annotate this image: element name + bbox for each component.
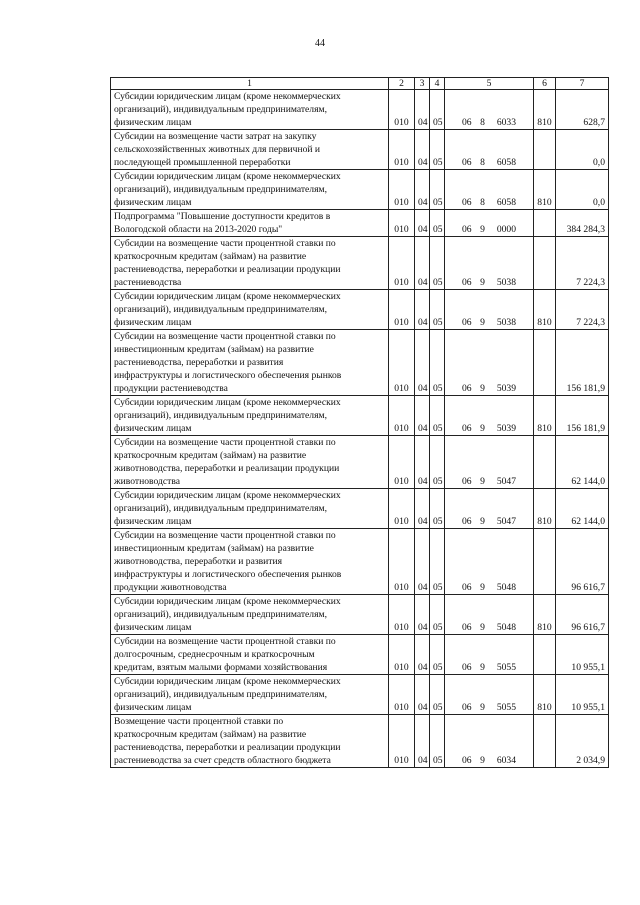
target-article-code — [445, 90, 534, 130]
ministry-code: 010 — [389, 237, 415, 290]
table-row — [111, 396, 609, 436]
target-article-code — [445, 715, 534, 768]
expense-type-code: 810 — [534, 90, 556, 130]
target-article-part: 6034 — [496, 755, 516, 766]
ministry-code: 010 — [389, 290, 415, 330]
row-name-line: физическим лицам — [114, 423, 192, 434]
row-name-line: растениеводства, переработки и реализации продукции — [114, 742, 341, 753]
table-row — [111, 210, 609, 237]
row-name-line: Субсидии на возмещение части процентной ставки по — [114, 238, 336, 249]
expense-type-code: 810 — [534, 489, 556, 529]
target-article-code — [445, 210, 534, 237]
target-article-part: 9 — [480, 277, 485, 288]
ministry-code: 010 — [389, 436, 415, 489]
row-name — [111, 635, 389, 675]
section-code: 04 — [415, 715, 430, 768]
row-name-line: животноводства, переработки и развития — [114, 556, 283, 567]
row-name-line: долгосрочным, среднесрочным и краткосрочным — [114, 649, 315, 660]
row-name-line: Подпрограмма "Повышение доступности кредитов в — [114, 211, 331, 222]
row-name — [111, 170, 389, 210]
amount: 156 181,9 — [556, 330, 609, 396]
row-name-line: сельскохозяйственных животных для первичной и — [114, 144, 321, 155]
amount: 628,7 — [556, 90, 609, 130]
target-article-code — [445, 489, 534, 529]
row-name-line: Субсидии юридическим лицам (кроме некоммерческих — [114, 171, 341, 182]
target-article-part: 06 — [462, 383, 472, 394]
row-name-line: растениеводства, переработки и реализации продукции — [114, 264, 341, 275]
row-name-line: кредитам, взятым малыми формами хозяйствования — [114, 662, 328, 673]
amount: 62 144,0 — [556, 436, 609, 489]
row-name-line: краткосрочным кредитам (займам) на развитие — [114, 251, 307, 262]
row-name-line: животноводства, переработки и реализации продукции — [114, 463, 340, 474]
row-name-line: Вологодской области на 2013-2020 годы" — [114, 224, 283, 235]
section-code: 04 — [415, 330, 430, 396]
target-article-part: 0000 — [496, 224, 516, 235]
header-cell: 7 — [556, 78, 609, 90]
target-article-part: 9 — [480, 622, 485, 633]
subsection-code: 05 — [430, 529, 445, 595]
amount: 156 181,9 — [556, 396, 609, 436]
row-name-line: Субсидии юридическим лицам (кроме некоммерческих — [114, 397, 341, 408]
table-row — [111, 170, 609, 210]
row-name — [111, 210, 389, 237]
expense-type-code — [534, 237, 556, 290]
ministry-code: 010 — [389, 130, 415, 170]
target-article-part: 8 — [480, 197, 485, 208]
section-code: 04 — [415, 210, 430, 237]
target-article-code — [445, 529, 534, 595]
row-name-line: Возмещение части процентной ставки по — [114, 716, 284, 727]
row-name-line: краткосрочным кредитам (займам) на развитие — [114, 450, 307, 461]
target-article-part: 06 — [462, 755, 472, 766]
section-code: 04 — [415, 635, 430, 675]
expense-type-code: 810 — [534, 595, 556, 635]
target-article-part: 9 — [480, 423, 485, 434]
target-article-code — [445, 436, 534, 489]
expense-type-code — [534, 715, 556, 768]
row-name — [111, 396, 389, 436]
target-article-part: 06 — [462, 662, 472, 673]
row-name — [111, 130, 389, 170]
target-article-part: 8 — [480, 117, 485, 128]
expense-type-code: 810 — [534, 675, 556, 715]
expense-type-code: 810 — [534, 396, 556, 436]
target-article-part: 5039 — [496, 423, 516, 434]
row-name — [111, 237, 389, 290]
target-article-part: 5038 — [496, 277, 516, 288]
table-row — [111, 130, 609, 170]
target-article-part: 9 — [480, 224, 485, 235]
amount: 384 284,3 — [556, 210, 609, 237]
row-name-line: Субсидии на возмещение части процентной ставки по — [114, 331, 336, 342]
target-article-code — [445, 635, 534, 675]
header-cell: 1 — [111, 78, 389, 90]
ministry-code: 010 — [389, 489, 415, 529]
row-name-line: растениеводства, переработки и развития — [114, 357, 284, 368]
target-article-part: 06 — [462, 622, 472, 633]
section-code: 04 — [415, 170, 430, 210]
row-name — [111, 529, 389, 595]
table-row — [111, 436, 609, 489]
amount: 0,0 — [556, 170, 609, 210]
section-code: 04 — [415, 90, 430, 130]
row-name-line: физическим лицам — [114, 197, 192, 208]
row-name-line: растениеводства — [114, 277, 182, 288]
target-article-part: 06 — [462, 423, 472, 434]
subsection-code: 05 — [430, 170, 445, 210]
page-number: 44 — [315, 38, 325, 49]
target-article-part: 5038 — [496, 317, 516, 328]
target-article-part: 5047 — [496, 516, 516, 527]
expense-type-code — [534, 330, 556, 396]
amount: 96 616,7 — [556, 529, 609, 595]
target-article-part: 5055 — [496, 662, 516, 673]
subsection-code: 05 — [430, 715, 445, 768]
row-name-line: продукции животноводства — [114, 582, 227, 593]
amount: 2 034,9 — [556, 715, 609, 768]
expense-type-code: 810 — [534, 170, 556, 210]
target-article-part: 06 — [462, 476, 472, 487]
row-name — [111, 595, 389, 635]
row-name-line: Субсидии юридическим лицам (кроме некоммерческих — [114, 676, 341, 687]
budget-table — [110, 77, 609, 768]
amount: 10 955,1 — [556, 675, 609, 715]
ministry-code: 010 — [389, 396, 415, 436]
target-article-part: 06 — [462, 317, 472, 328]
ministry-code: 010 — [389, 90, 415, 130]
expense-type-code — [534, 635, 556, 675]
target-article-code — [445, 170, 534, 210]
header-cell: 6 — [534, 78, 556, 90]
ministry-code: 010 — [389, 595, 415, 635]
header-cell: 3 — [415, 78, 430, 90]
row-name — [111, 675, 389, 715]
row-name-line: растениеводства за счет средств областного бюджета — [114, 755, 331, 766]
target-article-part: 06 — [462, 117, 472, 128]
row-name-line: организаций), индивидуальным предпринимателям, — [114, 104, 327, 115]
row-name-line: организаций), индивидуальным предпринимателям, — [114, 410, 327, 421]
target-article-part: 9 — [480, 582, 485, 593]
target-article-part: 9 — [480, 755, 485, 766]
ministry-code: 010 — [389, 170, 415, 210]
row-name-line: организаций), индивидуальным предпринимателям, — [114, 689, 327, 700]
row-name-line: краткосрочным кредитам (займам) на развитие — [114, 729, 307, 740]
section-code: 04 — [415, 675, 430, 715]
expense-type-code — [534, 210, 556, 237]
ministry-code: 010 — [389, 675, 415, 715]
row-name-line: Субсидии на возмещение части затрат на закупку — [114, 131, 317, 142]
row-name-line: инфраструктуры и логистического обеспечения рынков — [114, 370, 342, 381]
amount: 7 224,3 — [556, 290, 609, 330]
subsection-code: 05 — [430, 675, 445, 715]
row-name-line: инфраструктуры и логистического обеспечения рынков — [114, 569, 342, 580]
table-row — [111, 635, 609, 675]
table-row — [111, 90, 609, 130]
table-row — [111, 290, 609, 330]
target-article-part: 9 — [480, 317, 485, 328]
row-name — [111, 90, 389, 130]
table-row — [111, 675, 609, 715]
row-name-line: Субсидии юридическим лицам (кроме некоммерческих — [114, 490, 341, 501]
row-name — [111, 290, 389, 330]
target-article-part: 9 — [480, 702, 485, 713]
row-name-line: инвестиционным кредитам (займам) на развитие — [114, 543, 314, 554]
table-row — [111, 237, 609, 290]
row-name-line: физическим лицам — [114, 702, 192, 713]
section-code: 04 — [415, 489, 430, 529]
target-article-part: 5055 — [496, 702, 516, 713]
table-row — [111, 595, 609, 635]
row-name — [111, 489, 389, 529]
section-code: 04 — [415, 436, 430, 489]
target-article-code — [445, 675, 534, 715]
ministry-code: 010 — [389, 715, 415, 768]
header-cell: 5 — [445, 78, 534, 90]
table-row — [111, 489, 609, 529]
row-name-line: Субсидии юридическим лицам (кроме некоммерческих — [114, 91, 341, 102]
subsection-code: 05 — [430, 436, 445, 489]
target-article-part: 6033 — [496, 117, 516, 128]
subsection-code: 05 — [430, 130, 445, 170]
target-article-code — [445, 237, 534, 290]
row-name — [111, 715, 389, 768]
target-article-code — [445, 330, 534, 396]
row-name-line: организаций), индивидуальным предпринимателям, — [114, 304, 327, 315]
target-article-part: 06 — [462, 516, 472, 527]
subsection-code: 05 — [430, 396, 445, 436]
row-name-line: физическим лицам — [114, 317, 192, 328]
subsection-code: 05 — [430, 635, 445, 675]
amount: 96 616,7 — [556, 595, 609, 635]
subsection-code: 05 — [430, 237, 445, 290]
row-name-line: Субсидии юридическим лицам (кроме некоммерческих — [114, 596, 341, 607]
subsection-code: 05 — [430, 90, 445, 130]
row-name-line: организаций), индивидуальным предпринимателям, — [114, 503, 327, 514]
target-article-part: 5048 — [496, 582, 516, 593]
table-header-row — [111, 78, 609, 90]
row-name-line: последующей промышленной переработки — [114, 157, 291, 168]
target-article-part: 06 — [462, 197, 472, 208]
amount: 7 224,3 — [556, 237, 609, 290]
row-name-line: Субсидии юридическим лицам (кроме некоммерческих — [114, 291, 341, 302]
target-article-part: 5039 — [496, 383, 516, 394]
row-name-line: организаций), индивидуальным предпринимателям, — [114, 609, 327, 620]
target-article-code — [445, 130, 534, 170]
target-article-code — [445, 396, 534, 436]
amount: 0,0 — [556, 130, 609, 170]
row-name-line: организаций), индивидуальным предпринимателям, — [114, 184, 327, 195]
subsection-code: 05 — [430, 330, 445, 396]
amount: 10 955,1 — [556, 635, 609, 675]
ministry-code: 010 — [389, 529, 415, 595]
amount: 62 144,0 — [556, 489, 609, 529]
header-cell: 2 — [389, 78, 415, 90]
section-code: 04 — [415, 130, 430, 170]
target-article-part: 06 — [462, 702, 472, 713]
target-article-part: 9 — [480, 516, 485, 527]
row-name-line: физическим лицам — [114, 622, 192, 633]
subsection-code: 05 — [430, 210, 445, 237]
target-article-part: 6058 — [496, 157, 516, 168]
target-article-part: 06 — [462, 224, 472, 235]
row-name — [111, 436, 389, 489]
target-article-part: 9 — [480, 662, 485, 673]
target-article-part: 5047 — [496, 476, 516, 487]
target-article-part: 6058 — [496, 197, 516, 208]
row-name-line: Субсидии на возмещение части процентной ставки по — [114, 636, 336, 647]
row-name-line: инвестиционным кредитам (займам) на развитие — [114, 344, 314, 355]
section-code: 04 — [415, 396, 430, 436]
section-code: 04 — [415, 237, 430, 290]
subsection-code: 05 — [430, 290, 445, 330]
target-article-part: 9 — [480, 476, 485, 487]
ministry-code: 010 — [389, 330, 415, 396]
ministry-code: 010 — [389, 210, 415, 237]
expense-type-code — [534, 130, 556, 170]
target-article-part: 9 — [480, 383, 485, 394]
row-name-line: физическим лицам — [114, 516, 192, 527]
section-code: 04 — [415, 595, 430, 635]
target-article-part: 8 — [480, 157, 485, 168]
table-row — [111, 330, 609, 396]
header-cell: 4 — [430, 78, 445, 90]
ministry-code: 010 — [389, 635, 415, 675]
target-article-part: 06 — [462, 582, 472, 593]
expense-type-code — [534, 436, 556, 489]
row-name-line: животноводства — [114, 476, 180, 487]
row-name-line: Субсидии на возмещение части процентной ставки по — [114, 530, 336, 541]
row-name — [111, 330, 389, 396]
subsection-code: 05 — [430, 489, 445, 529]
expense-type-code: 810 — [534, 290, 556, 330]
target-article-part: 06 — [462, 277, 472, 288]
row-name-line: Субсидии на возмещение части процентной ставки по — [114, 437, 336, 448]
target-article-code — [445, 290, 534, 330]
section-code: 04 — [415, 529, 430, 595]
row-name-line: физическим лицам — [114, 117, 192, 128]
expense-type-code — [534, 529, 556, 595]
table-row — [111, 715, 609, 768]
target-article-part: 06 — [462, 157, 472, 168]
target-article-code — [445, 595, 534, 635]
target-article-part: 5048 — [496, 622, 516, 633]
section-code: 04 — [415, 290, 430, 330]
table-row — [111, 529, 609, 595]
row-name-line: продукции растениеводства — [114, 383, 228, 394]
subsection-code: 05 — [430, 595, 445, 635]
